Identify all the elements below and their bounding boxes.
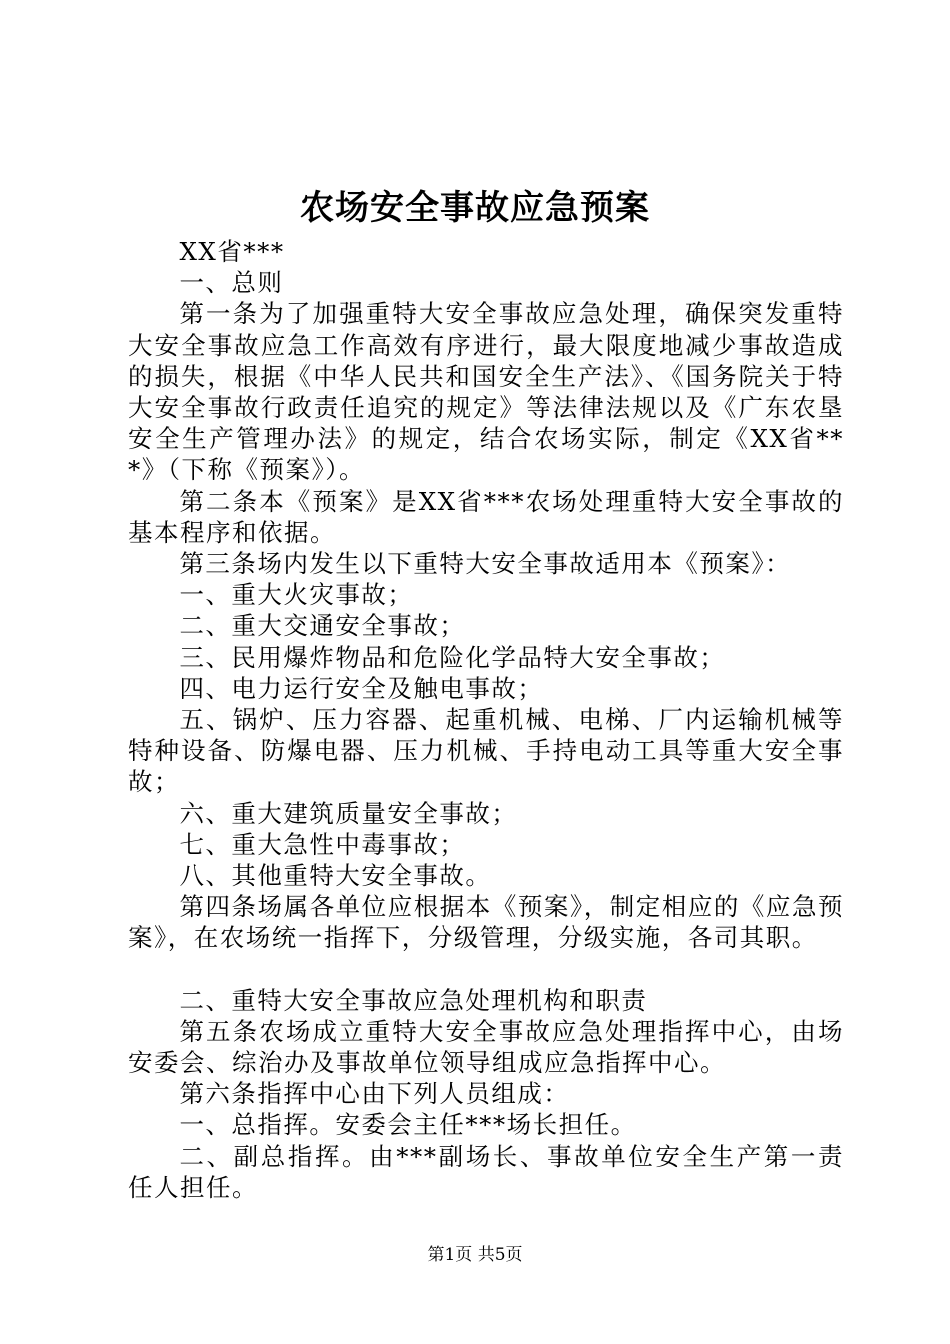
- list-item: 五、锅炉、压力容器、起重机械、电梯、厂内运输机械等特种设备、防爆电器、压力机械、手持电动工具等重大安全事故；: [128, 705, 844, 797]
- list-item: 八、其他重特大安全事故。: [179, 861, 492, 891]
- list-item: 三、民用爆炸物品和危险化学品特大安全事故；: [179, 642, 726, 672]
- list-item: 二、副总指挥。由***副场长、事故单位安全生产第一责任人担任。: [128, 1141, 844, 1202]
- paragraph: 第四条场属各单位应根据本《预案》，制定相应的《应急预案》，在农场统一指挥下，分级管理，分级实施，各司其职。: [128, 892, 844, 953]
- paragraph: 第一条为了加强重特大安全事故应急处理，确保突发重特大安全事故应急工作高效有序进行，最大限度地减少事故造成的损失，根据《中华人民共和国安全生产法》、《国务院关于特大安全事故行政责任追究的规定》等法律法规以及《广东农垦安全生产管理办法》的规定，结合农场实际，制定《XX省***》（下称《预案》）。: [128, 299, 844, 485]
- paragraph: 第三条场内发生以下重特大安全事故适用本《预案》：: [179, 549, 792, 579]
- list-item: 一、总指挥。安委会主任***场长担任。: [179, 1110, 637, 1140]
- paragraph: 第五条农场成立重特大安全事故应急处理指挥中心，由场安委会、综治办及事故单位领导组成应急指挥中心。: [128, 1016, 844, 1078]
- list-item: 七、重大急性中毒事故；: [179, 829, 466, 859]
- section-heading: 二、重特大安全事故应急处理机构和职责: [179, 985, 648, 1015]
- paragraph: 第二条本《预案》是XX省***农场处理重特大安全事故的基本程序和依据。: [128, 486, 844, 547]
- section-heading: 一、总则: [179, 268, 284, 298]
- page-footer: 第1页 共5页: [427, 1245, 523, 1265]
- paragraph: 第六条指挥中心由下列人员组成：: [179, 1079, 570, 1109]
- list-item: 二、重大交通安全事故；: [179, 611, 466, 641]
- paragraph-author: XX省***: [179, 237, 285, 266]
- list-item: 六、重大建筑质量安全事故；: [179, 798, 518, 828]
- list-item: 四、电力运行安全及触电事故；: [179, 673, 544, 703]
- document-body: [128, 236, 844, 1203]
- document-title: 农场安全事故应急预案: [300, 188, 650, 228]
- list-item: 一、重大火灾事故；: [179, 580, 414, 610]
